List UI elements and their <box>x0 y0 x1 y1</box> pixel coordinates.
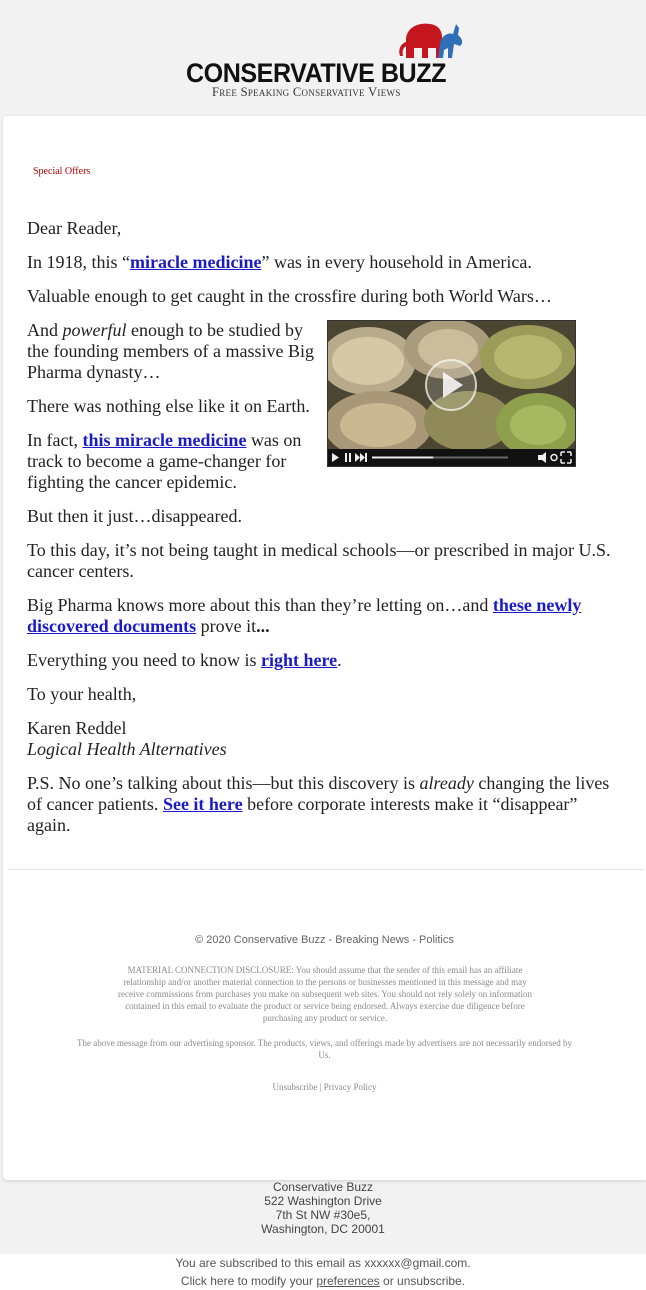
text: Big Pharma knows more about this than they’re letting on…and <box>27 595 493 615</box>
emphasis: powerful <box>62 320 127 340</box>
preferences-link[interactable]: preferences <box>316 1274 380 1288</box>
signature <box>27 718 617 760</box>
copyright: © 2020 Conservative Buzz - Breaking News - Politics <box>195 934 454 946</box>
text: In 1918, this “ <box>27 252 130 272</box>
mailing-address <box>0 1180 646 1236</box>
paragraph-2: Valuable enough to get caught in the crossfire during both World Wars… <box>27 286 552 306</box>
see-it-here-link[interactable]: See it here <box>162 794 243 814</box>
text: before corporate interests make it “disappear” again. <box>27 794 578 835</box>
text: changing the lives of cancer patients. <box>27 773 610 814</box>
elephant-donkey-icon <box>398 18 464 62</box>
text: enough to be studied by the founding members of a massive Big Pharma dynasty… <box>27 320 314 382</box>
address-line-3: Washington, DC 20001 <box>261 1222 385 1236</box>
brand-logo[interactable] <box>186 18 462 98</box>
paragraph-4: There was nothing else like it on Earth. <box>27 396 310 416</box>
documents-link[interactable]: these newly discovered documents <box>27 595 582 636</box>
text: . <box>337 650 342 670</box>
text: prove it <box>196 616 257 636</box>
text: or unsubscribe. <box>379 1274 466 1288</box>
disclosure-text: MATERIAL CONNECTION DISCLOSURE: You should assume that the sender of this email has an affiliate relationship and/or another material connection to the persons or businesses mentioned in this message and may receive commissions from purchases you make on subsequent web sites. You should not rely solely on information contained in this email to evaluate the product or service being endorsed. Always exercise due diligence before purchasing any product or service. <box>118 965 532 1023</box>
paragraph-5 <box>27 430 315 493</box>
brand-name: CONSERVATIVE BUZZ <box>186 58 446 88</box>
email-body <box>27 218 617 849</box>
email-card <box>3 116 646 1180</box>
paragraph-6: But then it just…disappeared. <box>27 506 242 526</box>
player-overlay <box>328 321 575 466</box>
text: ” was in every household in America. <box>261 252 532 272</box>
email-header <box>0 0 646 116</box>
separator: | <box>319 1082 322 1092</box>
address-line-2: 7th St NW #30e5, <box>275 1208 371 1222</box>
right-here-link[interactable]: right here <box>260 650 338 670</box>
paragraph-8 <box>27 595 617 637</box>
video-section <box>27 320 617 493</box>
emphasis: already <box>419 773 474 793</box>
video-player[interactable] <box>327 320 576 467</box>
signature-name: Karen Reddel <box>27 718 127 738</box>
ellipsis: ... <box>256 616 270 636</box>
paragraph-7: To this day, it’s not being taught in medical schools—or prescribed in major U.S. cancer centers. <box>27 540 611 581</box>
unsubscribe-link[interactable]: Unsubscribe <box>272 1082 318 1092</box>
paragraph-3 <box>27 320 315 383</box>
text: P.S. No one’s talking about this—but this discovery is <box>27 773 420 793</box>
this-miracle-medicine-link[interactable]: this miracle medicine <box>82 430 247 450</box>
greeting: Dear Reader, <box>27 218 122 238</box>
modify-preferences <box>0 1272 646 1290</box>
footer-links <box>3 1082 646 1092</box>
brand-tagline: Free Speaking Conservative Views <box>212 85 401 99</box>
text: And <box>27 320 63 340</box>
sponsor-text: The above message from our advertising sponsor. The products, views, and offerings made by advertisers are not necessarily endorsed by Us. <box>76 1038 573 1060</box>
text: Everything you need to know is <box>27 650 261 670</box>
subscribed-as: You are subscribed to this email as xxxxxx@gmail.com. <box>175 1256 471 1270</box>
address-name: Conservative Buzz <box>272 1180 374 1194</box>
subscription-footer <box>0 1254 646 1290</box>
closing: To your health, <box>27 684 137 704</box>
text: In fact, <box>27 430 83 450</box>
miracle-medicine-link[interactable]: miracle medicine <box>130 252 262 272</box>
special-offers-label: Special Offers <box>33 166 91 177</box>
paragraph-9 <box>27 650 617 671</box>
signature-org: Logical Health Alternatives <box>27 739 227 759</box>
divider <box>8 869 644 870</box>
text: Click here to modify your <box>180 1274 317 1288</box>
address-line-1: 522 Washington Drive <box>264 1194 382 1208</box>
paragraph-1 <box>27 252 617 273</box>
postscript <box>27 773 617 836</box>
text: was on track to become a game-changer for fighting the cancer epidemic. <box>27 430 302 492</box>
privacy-policy-link[interactable]: Privacy Policy <box>323 1082 377 1092</box>
